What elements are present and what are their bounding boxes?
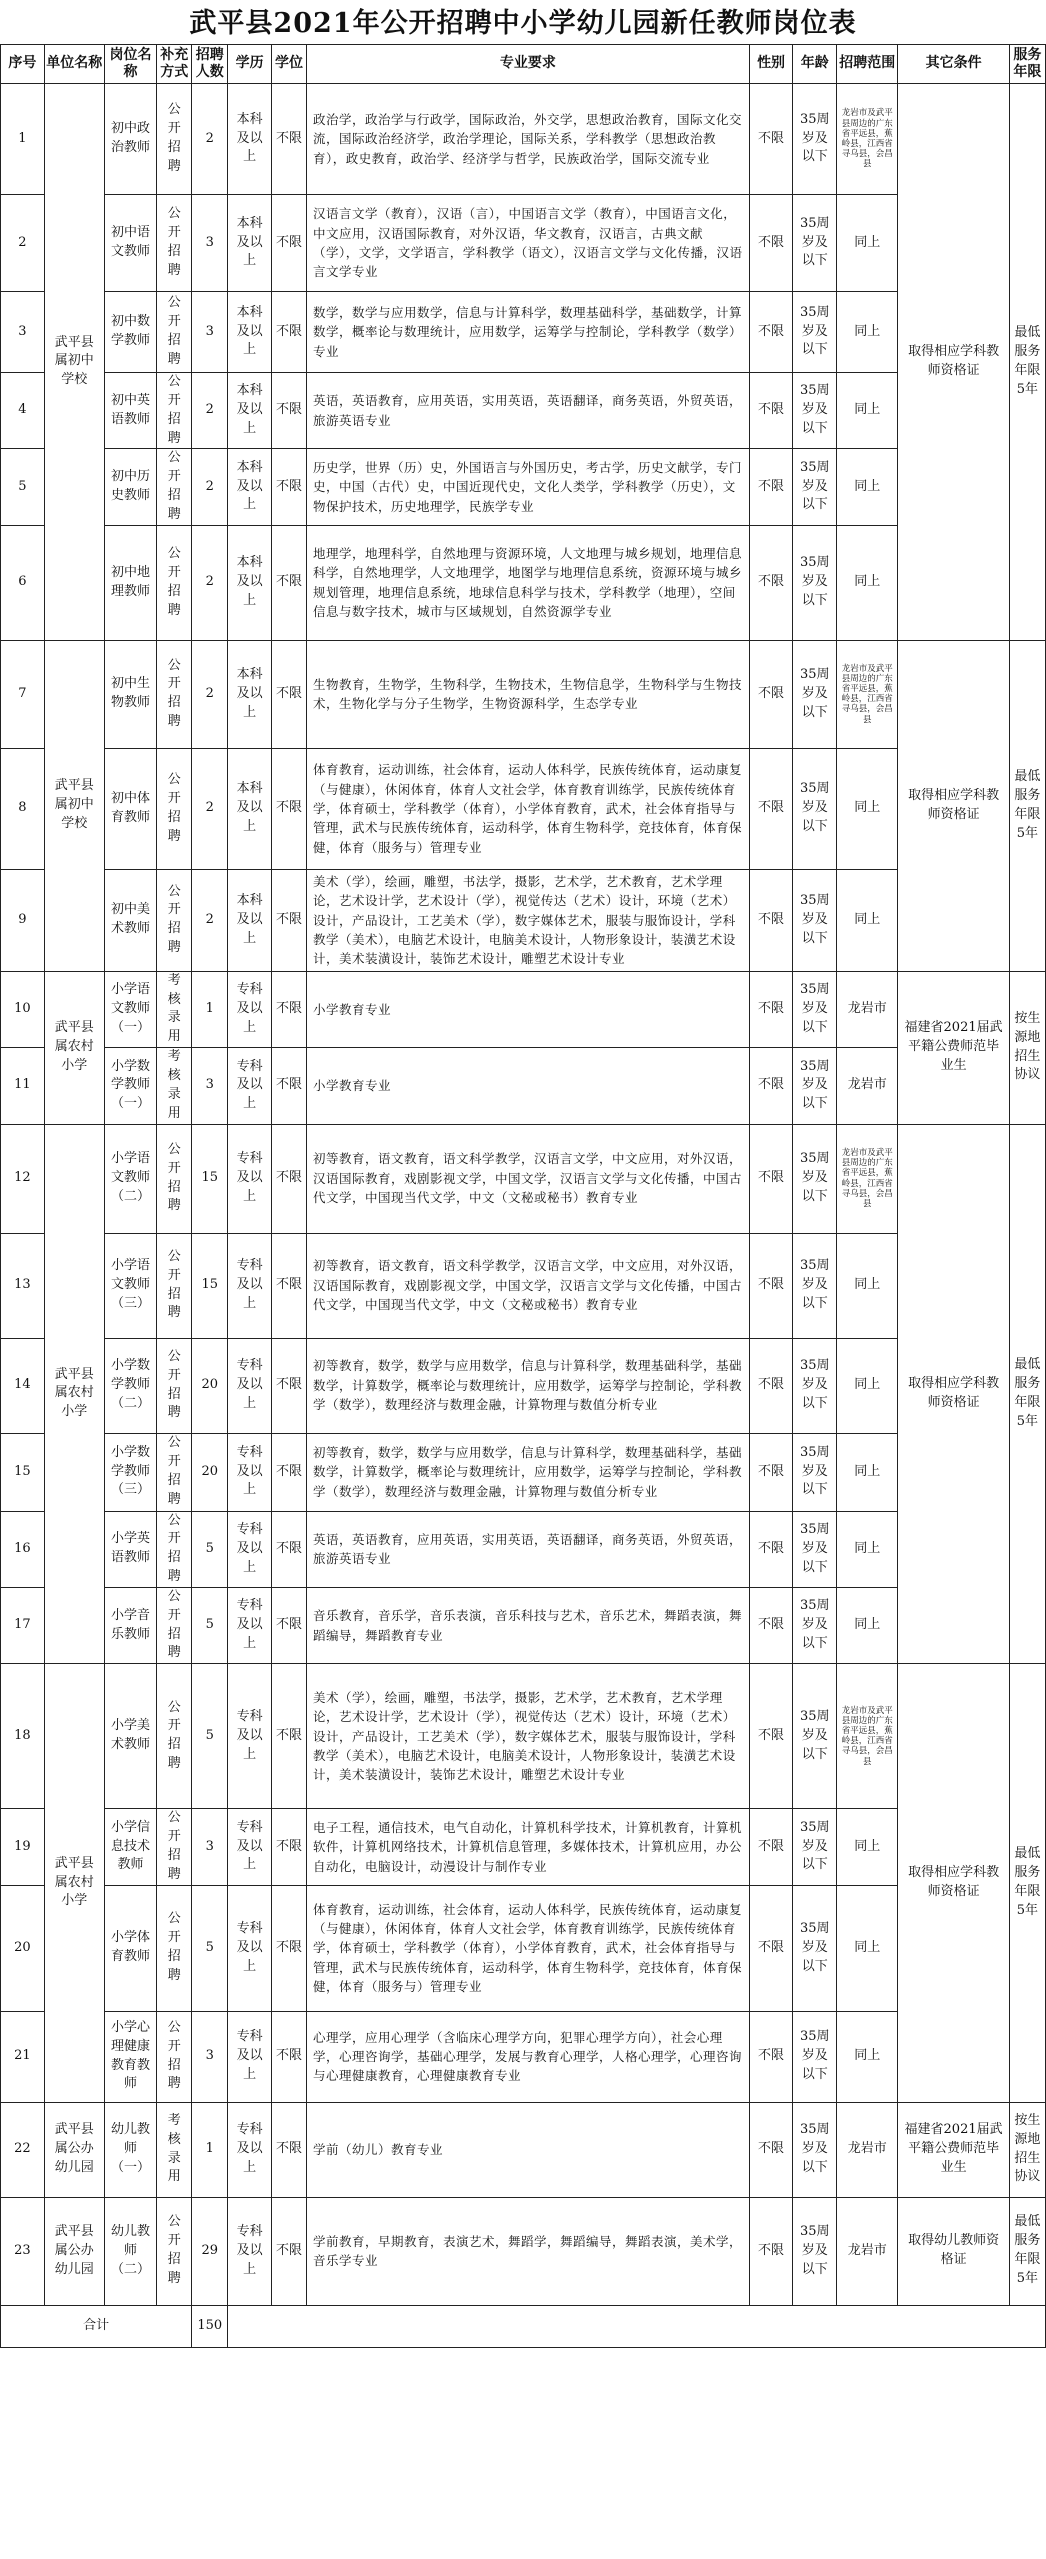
age: 35周岁及以下 [793, 971, 837, 1047]
recruit-mode: 公开招聘 [157, 1511, 192, 1587]
recruit-count: 1 [192, 971, 228, 1047]
row-no: 3 [1, 292, 45, 373]
recruit-mode: 考核录用 [157, 2102, 192, 2197]
recruit-count: 3 [192, 1809, 228, 1885]
recruit-count: 20 [192, 1338, 228, 1433]
recruit-mode: 公开招聘 [157, 1587, 192, 1663]
education: 本科及以上 [228, 640, 272, 748]
post-name: 小学信息技术教师 [104, 1809, 156, 1885]
recruit-range: 同上 [837, 1433, 898, 1511]
recruit-mode: 公开招聘 [157, 1124, 192, 1233]
row-no: 21 [1, 2011, 45, 2102]
gender: 不限 [749, 1511, 793, 1587]
post-name: 幼儿教师（一） [104, 2102, 156, 2197]
service-years: 按生源地招生协议 [1009, 971, 1045, 1124]
table-row [1, 2197, 1046, 2305]
age: 35周岁及以下 [793, 525, 837, 640]
education: 专科及以上 [228, 1233, 272, 1338]
recruit-mode: 公开招聘 [157, 195, 192, 292]
degree: 不限 [272, 1809, 307, 1885]
recruit-range: 同上 [837, 1885, 898, 2011]
table-row [1, 1124, 1046, 1233]
recruit-mode: 考核录用 [157, 971, 192, 1047]
recruit-range: 同上 [837, 525, 898, 640]
recruit-mode: 公开招聘 [157, 84, 192, 195]
education: 本科及以上 [228, 84, 272, 195]
age: 35周岁及以下 [793, 1511, 837, 1587]
table-row [1, 1338, 1046, 1433]
post-name: 小学体育教师 [104, 1885, 156, 2011]
major-requirement: 小学教育专业 [307, 1048, 750, 1124]
degree: 不限 [272, 1885, 307, 2011]
age: 35周岁及以下 [793, 748, 837, 869]
table-header-row [1, 45, 1046, 84]
recruit-mode: 公开招聘 [157, 449, 192, 525]
major-requirement: 数学，数学与应用数学，信息与计算科学，数理基础科学，基础数学，计算数学，概率论与数理统计，应用数学，运筹学与控制论，学科教学（数学）专业 [307, 292, 750, 373]
age: 35周岁及以下 [793, 1885, 837, 2011]
unit-name: 武平县属初中学校 [44, 84, 104, 641]
age: 35周岁及以下 [793, 2011, 837, 2102]
service-years: 最低服务年限5年 [1009, 84, 1045, 641]
education: 专科及以上 [228, 1511, 272, 1587]
header-mode: 补充方式 [157, 45, 192, 84]
age: 35周岁及以下 [793, 1233, 837, 1338]
table-row [1, 748, 1046, 869]
row-no: 5 [1, 449, 45, 525]
row-no: 9 [1, 869, 45, 971]
age: 35周岁及以下 [793, 2197, 837, 2305]
education: 专科及以上 [228, 2011, 272, 2102]
post-name: 小学语文教师（二） [104, 1124, 156, 1233]
age: 35周岁及以下 [793, 2102, 837, 2197]
table-row [1, 869, 1046, 971]
service-years: 最低服务年限5年 [1009, 640, 1045, 971]
education: 专科及以上 [228, 971, 272, 1047]
gender: 不限 [749, 1885, 793, 2011]
recruit-range: 同上 [837, 449, 898, 525]
header-range: 招聘范围 [837, 45, 898, 84]
service-years: 最低服务年限5年 [1009, 1664, 1045, 2102]
degree: 不限 [272, 84, 307, 195]
education: 本科及以上 [228, 869, 272, 971]
age: 35周岁及以下 [793, 1664, 837, 1809]
recruit-count: 2 [192, 84, 228, 195]
degree: 不限 [272, 449, 307, 525]
row-no: 23 [1, 2197, 45, 2305]
gender: 不限 [749, 1433, 793, 1511]
recruit-mode: 公开招聘 [157, 640, 192, 748]
recruit-count: 5 [192, 1664, 228, 1809]
unit-name: 武平县属农村小学 [44, 1124, 104, 1664]
age: 35周岁及以下 [793, 1124, 837, 1233]
recruit-count: 15 [192, 1124, 228, 1233]
education: 本科及以上 [228, 449, 272, 525]
post-name: 初中美术教师 [104, 869, 156, 971]
table-row [1, 1587, 1046, 1663]
major-requirement: 美术（学），绘画，雕塑，书法学，摄影，艺术学，艺术教育，艺术学理论，艺术设计学，艺术设计（学），视觉传达（艺术）设计，环境（艺术）设计，产品设计，工艺美术（学），数字媒体艺术，服装与服饰设计，学科教学（美术），电脑艺术设计，电脑美术设计，人物形象设计，装潢艺术设计，美术装潢设计，装饰艺术设计，雕塑艺术设计专业 [307, 1664, 750, 1809]
education: 专科及以上 [228, 1338, 272, 1433]
table-row [1, 2102, 1046, 2197]
major-requirement: 体育教育，运动训练，社会体育，运动人体科学，民族传统体育，运动康复（与健康），休闲体育，体育人文社会学，体育教育训练学，民族传统体育学，体育硕士，学科教学（体育），小学体育教育，武术，社会体育指导与管理，武术与民族传统体育，运动科学，体育生物科学，竞技体育，体育保健，体育（服务与）管理专业 [307, 748, 750, 869]
other-conditions: 取得幼儿教师资格证 [898, 2197, 1009, 2305]
recruit-range: 同上 [837, 292, 898, 373]
education: 本科及以上 [228, 195, 272, 292]
post-name: 初中政治教师 [104, 84, 156, 195]
recruit-count: 3 [192, 195, 228, 292]
row-no: 15 [1, 1433, 45, 1511]
service-years: 按生源地招生协议 [1009, 2102, 1045, 2197]
gender: 不限 [749, 1233, 793, 1338]
recruit-range: 同上 [837, 1809, 898, 1885]
recruit-count: 1 [192, 2102, 228, 2197]
row-no: 4 [1, 373, 45, 449]
age: 35周岁及以下 [793, 1809, 837, 1885]
gender: 不限 [749, 525, 793, 640]
header-no: 序号 [1, 45, 45, 84]
degree: 不限 [272, 1433, 307, 1511]
row-no: 19 [1, 1809, 45, 1885]
gender: 不限 [749, 640, 793, 748]
post-name: 幼儿教师（二） [104, 2197, 156, 2305]
total-count: 150 [192, 2305, 228, 2347]
service-years: 最低服务年限5年 [1009, 1124, 1045, 1664]
degree: 不限 [272, 1338, 307, 1433]
recruit-range: 龙岩市及武平县周边的广东省平远县，蕉岭县，江西省寻乌县，会昌县 [837, 640, 898, 748]
recruit-count: 15 [192, 1233, 228, 1338]
table-row [1, 1885, 1046, 2011]
table-row [1, 84, 1046, 195]
major-requirement: 学前教育，早期教育，表演艺术，舞蹈学，舞蹈编导，舞蹈表演，美术学，音乐学专业 [307, 2197, 750, 2305]
gender: 不限 [749, 1587, 793, 1663]
age: 35周岁及以下 [793, 640, 837, 748]
major-requirement: 英语，英语教育，应用英语，实用英语，英语翻译，商务英语，外贸英语，旅游英语专业 [307, 1511, 750, 1587]
degree: 不限 [272, 1124, 307, 1233]
row-no: 17 [1, 1587, 45, 1663]
education: 本科及以上 [228, 292, 272, 373]
header-other: 其它条件 [898, 45, 1009, 84]
post-name: 初中英语教师 [104, 373, 156, 449]
post-name: 小学语文教师（三） [104, 1233, 156, 1338]
total-row [1, 2305, 1046, 2347]
recruit-count: 2 [192, 640, 228, 748]
total-rest [228, 2305, 1046, 2347]
recruit-count: 2 [192, 748, 228, 869]
row-no: 16 [1, 1511, 45, 1587]
gender: 不限 [749, 373, 793, 449]
header-edu: 学历 [228, 45, 272, 84]
recruit-mode: 公开招聘 [157, 1433, 192, 1511]
gender: 不限 [749, 748, 793, 869]
major-requirement: 初等教育，语文教育，语文科学教学，汉语言文学，中文应用，对外汉语，汉语国际教育，戏剧影视文学，中国文学，汉语言文学与文化传播，中国古代文学，中国现当代文学，中文（文秘或秘书）教育专业 [307, 1233, 750, 1338]
unit-name: 武平县属初中学校 [44, 640, 104, 971]
major-requirement: 电子工程，通信技术，电气自动化，计算机科学技术，计算机教育，计算机软件，计算机网络技术，计算机信息管理，多媒体技术，计算机应用，办公自动化，电脑设计，动漫设计与制作专业 [307, 1809, 750, 1885]
recruit-range: 龙岩市 [837, 2197, 898, 2305]
education: 专科及以上 [228, 1809, 272, 1885]
education: 本科及以上 [228, 748, 272, 869]
major-requirement: 地理学，地理科学，自然地理与资源环境，人文地理与城乡规划，地理信息科学，自然地理学，人文地理学，地图学与地理信息系统，资源环境与城乡规划管理，地理信息系统，地球信息科学与技术，学科教学（地理），空间信息与数字技术，城市与区域规划，自然资源学专业 [307, 525, 750, 640]
unit-name: 武平县属公办幼儿园 [44, 2102, 104, 2197]
recruit-range: 龙岩市及武平县周边的广东省平远县，蕉岭县，江西省寻乌县，会昌县 [837, 84, 898, 195]
major-requirement: 小学教育专业 [307, 971, 750, 1047]
post-name: 小学美术教师 [104, 1664, 156, 1809]
row-no: 14 [1, 1338, 45, 1433]
post-name: 小学数学教师（三） [104, 1433, 156, 1511]
recruit-count: 2 [192, 449, 228, 525]
post-name: 初中数学教师 [104, 292, 156, 373]
major-requirement: 政治学，政治学与行政学，国际政治，外交学，思想政治教育，国际文化交流，国际政治经济学，政治学理论，国际关系，学科教学（思想政治教育），政史教育，政治学、经济学与哲学，民族政治学，国际交流专业 [307, 84, 750, 195]
gender: 不限 [749, 971, 793, 1047]
recruit-mode: 公开招聘 [157, 1664, 192, 1809]
recruit-mode: 公开招聘 [157, 869, 192, 971]
recruit-mode: 公开招聘 [157, 1809, 192, 1885]
gender: 不限 [749, 2011, 793, 2102]
gender: 不限 [749, 84, 793, 195]
major-requirement: 英语，英语教育，应用英语，实用英语，英语翻译，商务英语，外贸英语，旅游英语专业 [307, 373, 750, 449]
header-count: 招聘人数 [192, 45, 228, 84]
post-name: 小学音乐教师 [104, 1587, 156, 1663]
recruit-mode: 公开招聘 [157, 373, 192, 449]
gender: 不限 [749, 449, 793, 525]
header-degree: 学位 [272, 45, 307, 84]
total-label: 合计 [1, 2305, 192, 2347]
row-no: 22 [1, 2102, 45, 2197]
recruit-range: 龙岩市 [837, 2102, 898, 2197]
recruit-range: 同上 [837, 1587, 898, 1663]
table-body [1, 84, 1046, 2348]
education: 本科及以上 [228, 525, 272, 640]
row-no: 13 [1, 1233, 45, 1338]
degree: 不限 [272, 525, 307, 640]
degree: 不限 [272, 1664, 307, 1809]
gender: 不限 [749, 869, 793, 971]
document-title: 武平县2021年公开招聘中小学幼儿园新任教师岗位表 [189, 8, 857, 39]
gender: 不限 [749, 292, 793, 373]
other-conditions: 取得相应学科教师资格证 [898, 1124, 1009, 1664]
degree: 不限 [272, 971, 307, 1047]
age: 35周岁及以下 [793, 292, 837, 373]
table-row [1, 525, 1046, 640]
recruit-range: 同上 [837, 1511, 898, 1587]
recruit-count: 5 [192, 1511, 228, 1587]
education: 专科及以上 [228, 1433, 272, 1511]
recruit-range: 同上 [837, 373, 898, 449]
recruit-count: 5 [192, 1885, 228, 2011]
other-conditions: 福建省2021届武平籍公费师范毕业生 [898, 2102, 1009, 2197]
degree: 不限 [272, 1587, 307, 1663]
gender: 不限 [749, 2197, 793, 2305]
recruitment-table [0, 44, 1046, 2348]
education: 专科及以上 [228, 1048, 272, 1124]
education: 专科及以上 [228, 1664, 272, 1809]
service-years: 最低服务年限5年 [1009, 2197, 1045, 2305]
post-name: 小学心理健康教育教师 [104, 2011, 156, 2102]
age: 35周岁及以下 [793, 1433, 837, 1511]
recruit-range: 同上 [837, 2011, 898, 2102]
education: 专科及以上 [228, 2197, 272, 2305]
table-row [1, 1664, 1046, 1809]
age: 35周岁及以下 [793, 449, 837, 525]
header-unit: 单位名称 [44, 45, 104, 84]
major-requirement: 体育教育，运动训练，社会体育，运动人体科学，民族传统体育，运动康复（与健康），休闲体育，体育人文社会学，体育教育训练学，民族传统体育学，体育硕士，学科教学（体育），小学体育教育，武术，社会体育指导与管理，武术与民族传统体育，运动科学，体育生物科学，竞技体育，体育保健，体育（服务与）管理专业 [307, 1885, 750, 2011]
unit-name: 武平县属农村小学 [44, 1664, 104, 2102]
row-no: 11 [1, 1048, 45, 1124]
major-requirement: 心理学，应用心理学（含临床心理学方向，犯罪心理学方向），社会心理学，心理咨询学，基础心理学，发展与教育心理学，人格心理学，心理咨询与心理健康教育，心理健康教育专业 [307, 2011, 750, 2102]
age: 35周岁及以下 [793, 1338, 837, 1433]
recruit-count: 29 [192, 2197, 228, 2305]
recruit-range: 同上 [837, 869, 898, 971]
major-requirement: 汉语言文学（教育），汉语（言），中国语言文学（教育），中国语言文化，中文应用，汉语国际教育，对外汉语，华文教育，汉语言，古典文献（学），文学，文学语言，学科教学（语文），汉语言文学与文化传播，汉语言文学专业 [307, 195, 750, 292]
gender: 不限 [749, 1809, 793, 1885]
age: 35周岁及以下 [793, 869, 837, 971]
unit-name: 武平县属公办幼儿园 [44, 2197, 104, 2305]
post-name: 初中体育教师 [104, 748, 156, 869]
gender: 不限 [749, 1664, 793, 1809]
post-name: 小学数学教师（一） [104, 1048, 156, 1124]
row-no: 20 [1, 1885, 45, 2011]
other-conditions: 取得相应学科教师资格证 [898, 1664, 1009, 2102]
post-name: 小学英语教师 [104, 1511, 156, 1587]
recruit-count: 3 [192, 292, 228, 373]
header-major: 专业要求 [307, 45, 750, 84]
major-requirement: 生物教育，生物学，生物科学，生物技术，生物信息学，生物科学与生物技术，生物化学与分子生物学，生物资源科学，生态学专业 [307, 640, 750, 748]
recruit-mode: 公开招聘 [157, 2011, 192, 2102]
major-requirement: 初等教育，数学，数学与应用数学，信息与计算科学，数理基础科学，基础数学，计算数学，概率论与数理统计，应用数学，运筹学与控制论，学科教学（数学），数理经济与数理金融，计算物理与数值分析专业 [307, 1338, 750, 1433]
degree: 不限 [272, 1048, 307, 1124]
recruit-range: 龙岩市 [837, 1048, 898, 1124]
other-conditions: 福建省2021届武平籍公费师范毕业生 [898, 971, 1009, 1124]
degree: 不限 [272, 640, 307, 748]
header-service: 服务年限 [1009, 45, 1045, 84]
recruit-count: 2 [192, 869, 228, 971]
table-row [1, 1511, 1046, 1587]
recruit-mode: 公开招聘 [157, 1338, 192, 1433]
recruit-count: 20 [192, 1433, 228, 1511]
post-name: 初中历史教师 [104, 449, 156, 525]
table-row [1, 1048, 1046, 1124]
row-no: 10 [1, 971, 45, 1047]
education: 本科及以上 [228, 373, 272, 449]
age: 35周岁及以下 [793, 1048, 837, 1124]
unit-name: 武平县属农村小学 [44, 971, 104, 1124]
education: 专科及以上 [228, 1124, 272, 1233]
education: 专科及以上 [228, 2102, 272, 2197]
table-row [1, 449, 1046, 525]
recruit-mode: 公开招聘 [157, 2197, 192, 2305]
row-no: 1 [1, 84, 45, 195]
row-no: 18 [1, 1664, 45, 1809]
table-row [1, 1433, 1046, 1511]
recruit-count: 2 [192, 373, 228, 449]
post-name: 初中地理教师 [104, 525, 156, 640]
degree: 不限 [272, 2011, 307, 2102]
degree: 不限 [272, 1233, 307, 1338]
major-requirement: 美术（学），绘画，雕塑，书法学，摄影，艺术学，艺术教育，艺术学理论，艺术设计学，艺术设计（学），视觉传达（艺术）设计，环境（艺术）设计，产品设计，工艺美术（学），数字媒体艺术，服装与服饰设计，学科教学（美术），电脑艺术设计，电脑美术设计，人物形象设计，装潢艺术设计，美术装潢设计，装饰艺术设计，雕塑艺术设计专业 [307, 869, 750, 971]
recruit-range: 同上 [837, 1338, 898, 1433]
table-row [1, 640, 1046, 748]
degree: 不限 [272, 1511, 307, 1587]
recruit-mode: 公开招聘 [157, 292, 192, 373]
degree: 不限 [272, 2197, 307, 2305]
degree: 不限 [272, 748, 307, 869]
table-row [1, 2011, 1046, 2102]
degree: 不限 [272, 292, 307, 373]
table-row [1, 1809, 1046, 1885]
degree: 不限 [272, 195, 307, 292]
header-gender: 性别 [749, 45, 793, 84]
degree: 不限 [272, 2102, 307, 2197]
age: 35周岁及以下 [793, 1587, 837, 1663]
degree: 不限 [272, 373, 307, 449]
recruit-range: 同上 [837, 748, 898, 869]
other-conditions: 取得相应学科教师资格证 [898, 84, 1009, 641]
recruit-count: 5 [192, 1587, 228, 1663]
recruit-mode: 公开招聘 [157, 1233, 192, 1338]
age: 35周岁及以下 [793, 195, 837, 292]
education: 专科及以上 [228, 1587, 272, 1663]
recruit-count: 2 [192, 525, 228, 640]
major-requirement: 初等教育，语文教育，语文科学教学，汉语言文学，中文应用，对外汉语，汉语国际教育，戏剧影视文学，中国文学，汉语言文学与文化传播，中国古代文学，中国现当代文学，中文（文秘或秘书）教育专业 [307, 1124, 750, 1233]
gender: 不限 [749, 1124, 793, 1233]
major-requirement: 音乐教育，音乐学，音乐表演，音乐科技与艺术，音乐艺术，舞蹈表演，舞蹈编导，舞蹈教育专业 [307, 1587, 750, 1663]
table-row [1, 1233, 1046, 1338]
recruit-mode: 考核录用 [157, 1048, 192, 1124]
gender: 不限 [749, 1338, 793, 1433]
recruit-mode: 公开招聘 [157, 525, 192, 640]
post-name: 初中语文教师 [104, 195, 156, 292]
post-name: 小学语文教师（一） [104, 971, 156, 1047]
recruit-range: 龙岩市及武平县周边的广东省平远县，蕉岭县，江西省寻乌县，会昌县 [837, 1124, 898, 1233]
recruit-count: 3 [192, 2011, 228, 2102]
major-requirement: 历史学，世界（历）史，外国语言与外国历史，考古学，历史文献学，专门史，中国（古代）史，中国近现代史，文化人类学，学科教学（历史），文物保护技术，历史地理学，民族学专业 [307, 449, 750, 525]
education: 专科及以上 [228, 1885, 272, 2011]
recruit-range: 龙岩市 [837, 971, 898, 1047]
recruit-range: 同上 [837, 1233, 898, 1338]
age: 35周岁及以下 [793, 84, 837, 195]
header-age: 年龄 [793, 45, 837, 84]
post-name: 小学数学教师（二） [104, 1338, 156, 1433]
recruit-mode: 公开招聘 [157, 1885, 192, 2011]
gender: 不限 [749, 195, 793, 292]
degree: 不限 [272, 869, 307, 971]
row-no: 7 [1, 640, 45, 748]
age: 35周岁及以下 [793, 373, 837, 449]
table-row [1, 195, 1046, 292]
table-row [1, 292, 1046, 373]
row-no: 12 [1, 1124, 45, 1233]
gender: 不限 [749, 2102, 793, 2197]
post-name: 初中生物教师 [104, 640, 156, 748]
row-no: 6 [1, 525, 45, 640]
major-requirement: 学前（幼儿）教育专业 [307, 2102, 750, 2197]
recruit-count: 3 [192, 1048, 228, 1124]
gender: 不限 [749, 1048, 793, 1124]
header-post: 岗位名称 [104, 45, 156, 84]
recruit-mode: 公开招聘 [157, 748, 192, 869]
table-row [1, 373, 1046, 449]
table-row [1, 971, 1046, 1047]
major-requirement: 初等教育，数学，数学与应用数学，信息与计算科学，数理基础科学，基础数学，计算数学，概率论与数理统计，应用数学，运筹学与控制论，学科教学（数学），数理经济与数理金融，计算物理与数值分析专业 [307, 1433, 750, 1511]
other-conditions: 取得相应学科教师资格证 [898, 640, 1009, 971]
recruit-range: 同上 [837, 195, 898, 292]
recruit-range: 龙岩市及武平县周边的广东省平远县，蕉岭县，江西省寻乌县，会昌县 [837, 1664, 898, 1809]
row-no: 8 [1, 748, 45, 869]
row-no: 2 [1, 195, 45, 292]
